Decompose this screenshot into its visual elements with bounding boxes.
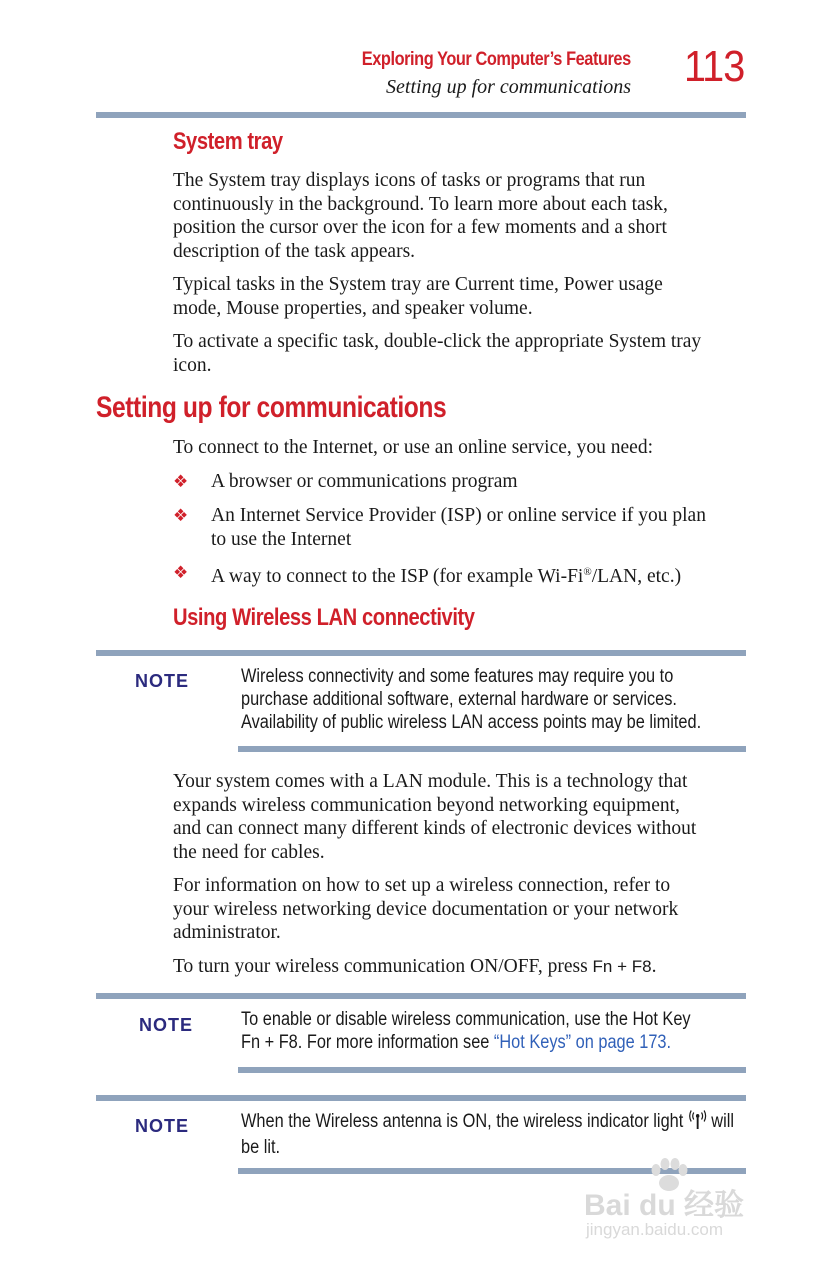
text-line: For information on how to set up a wireless connection, refer to — [173, 875, 671, 896]
text-line: expands wireless communication beyond networking equipment, — [173, 794, 680, 816]
note-label: NOTE — [139, 1015, 194, 1035]
text-span: When the Wireless antenna is ON, the wireless indicator light — [241, 1111, 688, 1132]
note-label: NOTE — [135, 1116, 190, 1136]
text-span: A way to connect to the ISP (for example Wi-Fi — [211, 566, 584, 587]
watermark-logo: Bai du 经验 — [584, 1189, 745, 1222]
bullet-item — [211, 561, 771, 589]
bullet-icon: ❖ — [173, 563, 189, 582]
note-text — [241, 1008, 740, 1054]
text-line: Your system comes with a LAN module. This is a technology that — [173, 771, 688, 792]
text-line: the need for cables. — [173, 841, 325, 863]
text-line: administrator. — [173, 922, 281, 943]
system-tray-paragraph-2 — [173, 273, 773, 320]
text-line: purchase additional software, external hardware or services. — [241, 689, 677, 710]
text-line: A browser or communications program — [211, 471, 518, 492]
wireless-indicator-icon — [688, 1110, 707, 1136]
text-line: An Internet Service Provider (ISP) or online service if you plan — [211, 505, 706, 526]
text-line: Availability of public wireless LAN access points may be limited. — [241, 712, 702, 733]
text-line: position the cursor over the icon for a few moments and a short — [173, 217, 667, 238]
header-rule — [96, 112, 746, 118]
bullet-item — [211, 470, 771, 494]
note-label: NOTE — [135, 671, 190, 691]
text-span: will — [706, 1111, 734, 1132]
fn-f8-key: Fn + F8 — [592, 957, 652, 976]
wireless-paragraph-3 — [173, 955, 783, 979]
system-tray-paragraph-3 — [173, 330, 783, 377]
section-title: Setting up for communications — [386, 76, 631, 98]
text-line: to use the Internet — [211, 528, 352, 550]
text-line: mode, Mouse properties, and speaker volume. — [173, 297, 533, 319]
text-line: be lit. — [241, 1137, 281, 1158]
text-span: To turn your wireless communication ON/OFF, press — [173, 956, 593, 977]
text-line — [241, 1031, 740, 1054]
chapter-title: Exploring Your Computer’s Features — [362, 49, 631, 70]
text-line: your wireless networking device documentation or your network — [173, 898, 679, 920]
text-line: To activate a specific task, double-click the appropriate System tray — [173, 331, 702, 352]
text-span: . — [666, 1032, 672, 1053]
bullet-item — [211, 504, 791, 551]
hot-keys-link[interactable]: “Hot Keys” on page 173 — [493, 1032, 667, 1053]
fn-f8-key: Fn + F8 — [241, 1032, 298, 1053]
watermark-url: jingyan.baidu.com — [586, 1220, 724, 1239]
note-text — [241, 1110, 740, 1159]
text-line — [241, 1110, 740, 1136]
system-tray-paragraph-1 — [173, 169, 773, 263]
text-line: and can connect many different kinds of electronic devices without — [173, 818, 697, 839]
note-top-rule — [96, 1095, 746, 1101]
bullet-icon: ❖ — [173, 506, 189, 525]
wireless-heading: Using Wireless LAN connectivity — [173, 604, 475, 631]
wireless-paragraph-1 — [173, 770, 783, 864]
baidu-watermark — [580, 1158, 780, 1248]
note-text — [241, 665, 740, 734]
text-span: . For more information see — [297, 1032, 494, 1053]
text-line: The System tray displays icons of tasks or programs that run — [173, 170, 646, 191]
text-line: icon. — [173, 354, 212, 376]
text-span: /LAN, etc.) — [591, 566, 682, 587]
system-tray-heading: System tray — [173, 128, 283, 155]
text-line: Typical tasks in the System tray are Current time, Power usage — [173, 274, 663, 295]
text-line: description of the task appears. — [173, 240, 416, 262]
communications-heading: Setting up for communications — [96, 391, 447, 424]
text-line: Wireless connectivity and some features may require you to — [241, 666, 674, 687]
note-bottom-rule — [238, 1067, 746, 1073]
note-top-rule — [96, 650, 746, 656]
note-top-rule — [96, 993, 746, 999]
text-line: continuously in the background. To learn more about each task, — [173, 193, 668, 215]
registered-mark: ® — [583, 566, 592, 578]
page-number: 113 — [684, 42, 745, 91]
note-bottom-rule — [238, 746, 746, 752]
text-span: . — [651, 956, 657, 977]
text-line: To enable or disable wireless communication, use the Hot Key — [241, 1009, 691, 1030]
bullet-icon: ❖ — [173, 472, 189, 491]
communications-intro: To connect to the Internet, or use an online service, you need: — [173, 437, 654, 458]
wireless-paragraph-2 — [173, 874, 783, 945]
